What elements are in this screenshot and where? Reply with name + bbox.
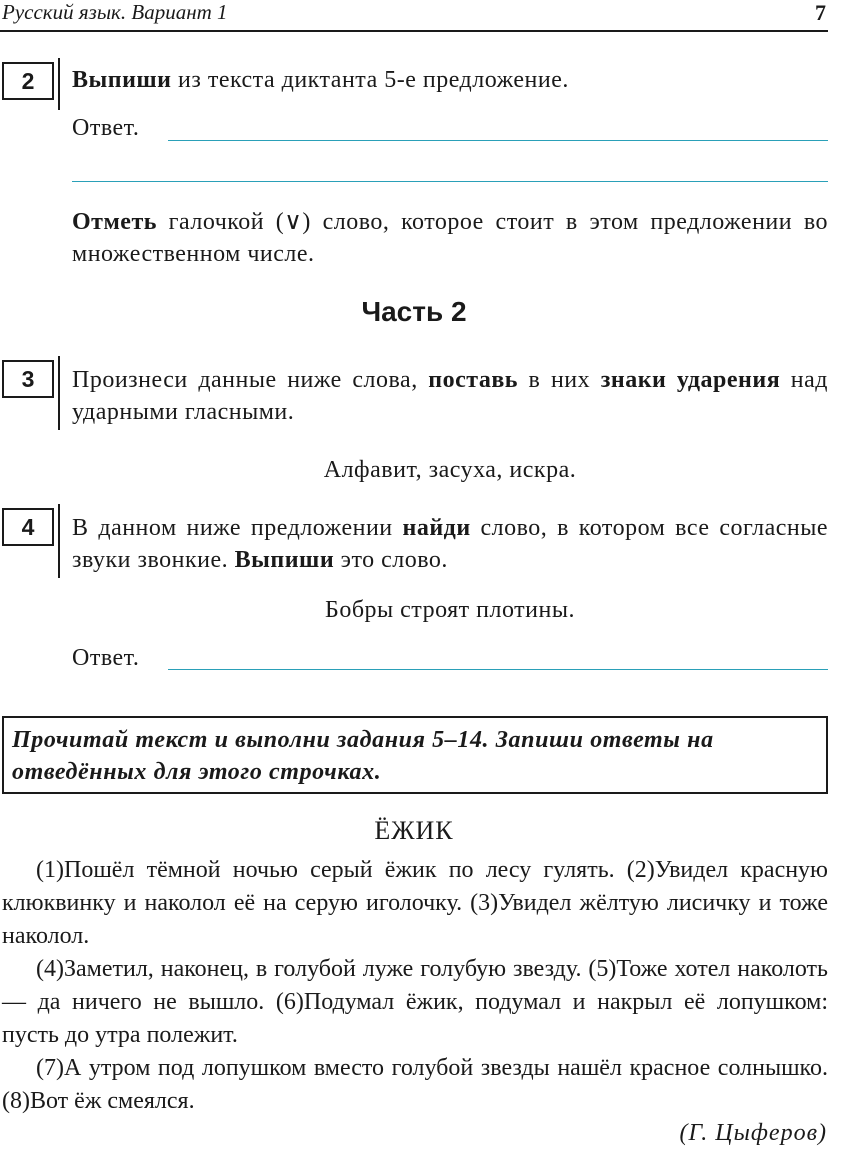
task-2-answer-label: Ответ. xyxy=(72,115,140,141)
task-3-number: 3 xyxy=(2,360,54,398)
task-3-text-1: Произнеси данные ниже слова, xyxy=(72,367,429,393)
task-2-question-text: из текста диктанта 5-е предложение. xyxy=(171,67,569,93)
task-3-bold-2: знаки ударения xyxy=(600,367,781,393)
story-paragraph-2: (4)Заметил, наконец, в голубой луже голубую звезду. (5)Тоже хотел наколоть — да ничего не вышло. (6)Подумал ёжик, подумал и накрыл её лопушком: пусть до утра полежит. xyxy=(2,956,828,1048)
story-title: ЁЖИК xyxy=(374,816,454,845)
task-4-answer-line[interactable] xyxy=(168,669,828,670)
story-paragraph-3: (7)А утром под лопушком вместо голубой звезды нашёл красное солнышко. (8)Вот ёж смеялся. xyxy=(2,1055,828,1114)
task-2-verb: Выпиши xyxy=(72,67,172,93)
task-2-answer-line-1[interactable] xyxy=(168,140,828,141)
task-4-sentence: Бобры строят плотины. xyxy=(325,597,575,623)
task-2-divider xyxy=(58,58,60,110)
task-2-number: 2 xyxy=(2,62,54,100)
page-header xyxy=(0,0,828,32)
reading-instruction-box: Прочитай текст и выполни задания 5–14. Запиши ответы на отведённых для этого строчках. xyxy=(2,716,828,794)
task-3-text-2: в них xyxy=(517,367,601,393)
task-3-text-3: над ударными гласными. xyxy=(72,367,828,425)
task-2-subtask xyxy=(72,206,828,270)
task-4-number: 4 xyxy=(2,508,54,546)
running-title: Русский язык. Вариант 1 xyxy=(2,0,228,24)
task-2-subtask-text: галочкой (∨) слово, которое стоит в этом предложении во множественном числе. xyxy=(72,209,828,267)
part-2-heading: Часть 2 xyxy=(361,296,467,327)
task-2-answer-line-2[interactable] xyxy=(72,181,828,182)
story-paragraph-1: (1)Пошёл тёмной ночью серый ёжик по лесу гулять. (2)Увидел красную клюквинку и наколол её на серую иголочку. (3)Увидел жёлтую лисичку и тоже наколол. xyxy=(2,857,828,949)
task-4-text-2: слово, в котором все согласные звуки звонкие. xyxy=(72,515,829,573)
task-3-words: Алфавит, засуха, искра. xyxy=(323,457,577,483)
task-4-text-3: это слово. xyxy=(334,547,448,573)
task-4-question xyxy=(72,512,828,576)
task-4-divider xyxy=(58,504,60,578)
page-number: 7 xyxy=(815,0,826,25)
task-2-subtask-verb: Отметь xyxy=(72,209,157,235)
task-4-answer-label: Ответ. xyxy=(72,645,140,671)
story-text xyxy=(2,854,828,1118)
task-4-bold-1: найди xyxy=(402,515,471,541)
task-2-question xyxy=(72,64,828,96)
task-4-bold-2: Выпиши xyxy=(234,547,335,573)
task-3-bold-1: поставь xyxy=(428,367,518,393)
task-4-text-1: В данном ниже предложении xyxy=(72,515,403,541)
story-author: (Г. Цыферов) xyxy=(679,1120,827,1146)
task-3-divider xyxy=(58,356,60,430)
task-3-question xyxy=(72,364,828,428)
